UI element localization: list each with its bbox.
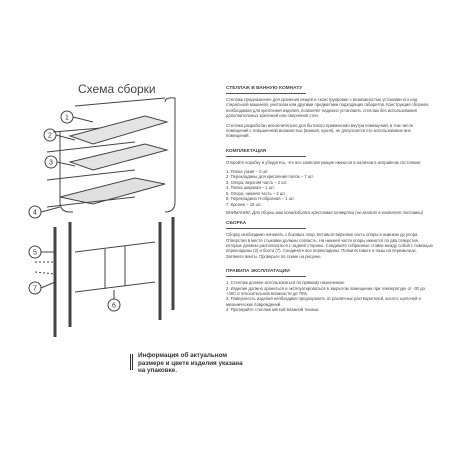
list-item: 3. Опора, верхняя часть – 2 шт. [226, 179, 288, 185]
assembly-diagram [15, 92, 200, 352]
callout-number: 3 [49, 159, 53, 167]
callout-number: 4 [33, 209, 37, 217]
note-marker-icon [130, 354, 133, 370]
paragraph: Стеллаж предназначен для хранения вещей и сконструирован с возможностью установки его над стиральной машиной, унитазом или другими предметами подходящих габаритов. Конструкция сборная, необходимая для крепления изделия, позволяет надежно установить стеллаж без использования дополнительных крепежей или сверления стен. [226, 96, 429, 119]
section-title: КОМПЛЕКТАЦИЯ [226, 148, 267, 154]
list-item: 6. Перекладина Н-образная – 1 шт. [226, 196, 295, 202]
callout-number: 1 [65, 114, 69, 122]
callout-number: 7 [33, 285, 37, 293]
callout-number: 6 [112, 302, 116, 310]
section-title: ПРАВИЛА ЭКСПЛУАТАЦИИ [226, 269, 290, 275]
list-item: 1. Стеллаж должен использоваться по прямому назначению. [226, 280, 345, 286]
wide-shelf [60, 178, 165, 204]
assembly-scheme-title: Схема сборки [78, 82, 156, 96]
list-item: 1. Полка узкая – 2 шт. [226, 169, 269, 175]
list-item: 3. Поверхность изделия необходимо предохранять от различных растворителей, кислот, щелочей и механических повреждений. [226, 296, 421, 307]
callout-number: 2 [48, 132, 52, 140]
list-item: 2. Перекладины для крепления полок – 7 шт. [226, 174, 314, 180]
list-item: 7. Крепеж – 18 шт. [226, 201, 262, 207]
section-divider [226, 93, 306, 94]
section-divider [226, 228, 306, 229]
instructions-column [226, 86, 434, 316]
upper-support-right [165, 98, 175, 212]
h-crossbar [75, 242, 155, 292]
upper-support-left [60, 132, 73, 212]
section-title: СТЕЛЛАЖ В ВАННУЮ КОМНАТУ [226, 86, 303, 91]
rules-list [226, 280, 434, 312]
section-title: СБОРКА [226, 221, 247, 227]
paragraph: Сборку необходимо начинать с боковых опор. Вставьте верхнюю часть опоры в нижнюю до упора. Отверстия в месте стыковки должны совпасть. На нижней части опоры имеются по два отверстия, которые должны располагаться с задней стороны. Соедините собранные стойки между собой с помощью перекладины (2) и болта (7). Соедините все перекладины. Полки вставьте в пазы на перемычках. Затяните винты. Проверьте по схеме на рисунке. [226, 232, 433, 259]
callout-number: 5 [33, 249, 37, 257]
section-divider [226, 156, 306, 157]
list-item: 2. Изделие должно храниться и эксплуатироваться в закрытом помещении при температуре от -30 до +40С и относительной влажности до 75%. [226, 285, 425, 296]
paragraph: Стеллаж разработан исключительно для бытового применения внутри помещений, в том числе помещений с повышенной влажностью (ванная, кухня), не допускается его использование вне помещений. [226, 122, 414, 139]
section-divider [226, 276, 306, 277]
list-item: 4. Полка широкая – 1 шт. [226, 185, 275, 191]
fastener-line [35, 272, 55, 274]
list-item: 5. Опора, нижняя часть – 2 шт. [226, 190, 286, 196]
paragraph: Откройте коробку и убедитесь, что все комплектующие имеются в наличии в исправном состоянии: [226, 159, 422, 165]
top-crossbar [75, 98, 165, 106]
size-color-note: Информация об актуальном размере и цвете изделия указана на упаковке. [138, 352, 243, 375]
list-item: 4. Протирайте стеллаж мягкой влажной тканью. [226, 307, 320, 313]
parts-list [226, 169, 434, 207]
attention-note: ВНИМАНИЕ: Для сборки вам понадобится крестовая отвертка (не входит в комплект поставки) [226, 209, 423, 215]
